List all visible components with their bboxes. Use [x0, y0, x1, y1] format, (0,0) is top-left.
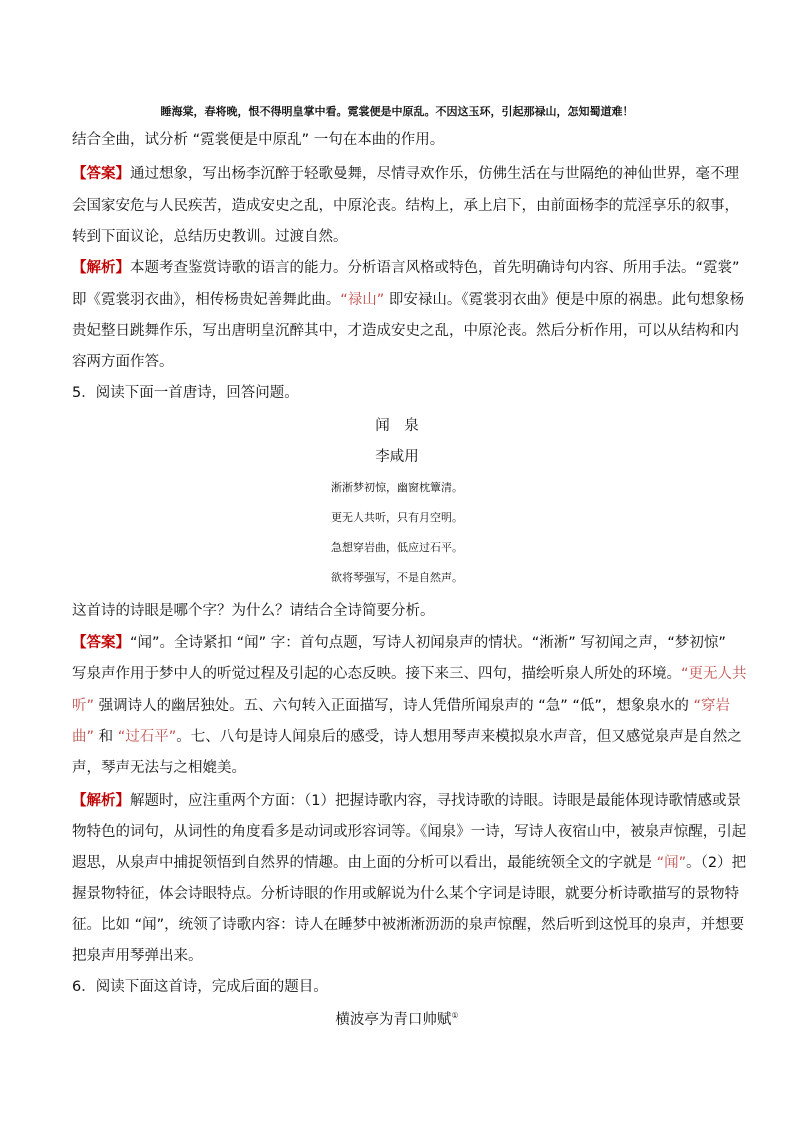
previous-poem-line: 睡海棠，春将晚，恨不得明皇掌中看。霓裳便是中原乱。不因这玉环，引起那禄山，怎知蜀道难！	[160, 105, 634, 118]
q4-analysis-line-3: 贵妃整日跳舞作乐，写出唐明皇沉醉其中，才造成安史之乱，中原沦丧。然后分析作用，可以从结构和内	[72, 323, 739, 339]
analysis-tag: 【解析】	[72, 793, 130, 809]
q5-answer-line-4: 曲” 和 “过石平”。七、八句是诗人闻泉后的感受，诗人想用琴声来模拟泉水声音，但又感觉泉声是自然之	[72, 729, 742, 745]
q5-answer-line-2: 写泉声作用于梦中人的听觉过程及引起的心态反映。接下来三、四句，描绘听泉人所处的环境。“更无人共	[72, 666, 747, 682]
answer-tag: 【答案】	[72, 635, 130, 651]
q5-poem-line-2: 更无人共听，只有月空明。	[331, 511, 463, 524]
q5-answer-line-3: 听” 强调诗人的幽居独处。五、六句转入正面描写，诗人凭借所闻泉声的 “急” “低”，想象泉水的 “穿岩	[72, 698, 731, 714]
q5-poem-line-4: 欲将琴强写，不是自然声。	[331, 571, 463, 584]
q4-question: 结合全曲，试分析 “霓裳便是中原乱” 一句在本曲的作用。	[72, 132, 445, 148]
q5-analysis-line-3: 遐思，从泉声中捕捉领悟到自然界的情趣。由上面的分析可以看出，最能统领全文的字就是 “闻”。（2）把	[72, 855, 747, 871]
footnote-marker: ①	[451, 1011, 459, 1021]
q5-analysis-line-2: 物特色的词句，从词性的角度看多是动词或形容词等。《闻泉》一诗，写诗人夜宿山中，被泉声惊醒，引起	[72, 824, 747, 840]
q6-heading: 6．阅读下面这首诗，完成后面的题目。	[72, 979, 328, 995]
q4-answer-line-3: 转到下面议论，总结历史教训。过渡自然。	[72, 229, 348, 245]
q5-poem-line-1: 淅淅梦初惊，幽窗枕簟清。	[331, 481, 463, 494]
q5-analysis-line-6: 把泉声用琴弹出来。	[72, 948, 203, 964]
q4-answer-line-2: 会国家安危与人民疾苦，造成安史之乱，中原沦丧。结构上，承上启下，由前面杨李的荒淫享乐的叙事，	[72, 198, 739, 214]
q5-answer-line-1: 【答案】“闻”。全诗紧扣 “闻” 字：首句点题，写诗人初闻泉声的情状。“淅淅” 写初闻之声，“梦初惊”	[72, 635, 726, 651]
q5-poem-author: 李咸用	[375, 449, 419, 465]
q4-analysis-line-1: 【解析】本题考查鉴赏诗歌的语言的能力。分析语言风格或特色，首先明确诗句内容、所用手法。“霓裳”	[72, 260, 740, 276]
q5-answer-line-5: 声，琴声无法与之相媲美。	[72, 760, 246, 776]
q5-question: 这首诗的诗眼是哪个字？为什么？请结合全诗简要分析。	[72, 603, 435, 619]
q5-analysis-line-1: 【解析】解题时，应注重两个方面：（1）把握诗歌内容，寻找诗歌的诗眼。诗眼是最能体现诗歌情感或景	[72, 793, 741, 809]
answer-tag: 【答案】	[72, 166, 130, 182]
q5-analysis-line-4: 握景物特征，体会诗眼特点。分析诗眼的作用或解说为什么某个字词是诗眼，就要分析诗歌描写的景物特	[72, 886, 739, 902]
q5-poem-title: 闻 泉	[375, 418, 419, 434]
analysis-tag: 【解析】	[72, 260, 130, 276]
q5-analysis-line-5: 征。比如 “闻”，统领了诗歌内容：诗人在睡梦中被淅淅沥沥的泉声惊醒，然后听到这悦耳的泉声，并想要	[72, 917, 745, 933]
q4-answer-line-1: 【答案】通过想象，写出杨李沉醉于轻歌曼舞，尽情寻欢作乐，仿佛生活在与世隔绝的神仙世界，毫不理	[72, 166, 739, 182]
q4-analysis-line-2: 即《霓裳羽衣曲》，相传杨贵妃善舞此曲。“禄山” 即安禄山。《霓裳羽衣曲》便是中原的祸患。此句想象杨	[72, 292, 745, 308]
q4-analysis-line-4: 容两方面作答。	[72, 354, 174, 370]
q5-heading: 5．阅读下面一首唐诗，回答问题。	[72, 385, 299, 401]
q6-poem-title: 横波亭为青口帅赋①	[335, 1011, 459, 1028]
q5-poem-line-3: 急想穿岩曲，低应过石平。	[331, 541, 463, 554]
